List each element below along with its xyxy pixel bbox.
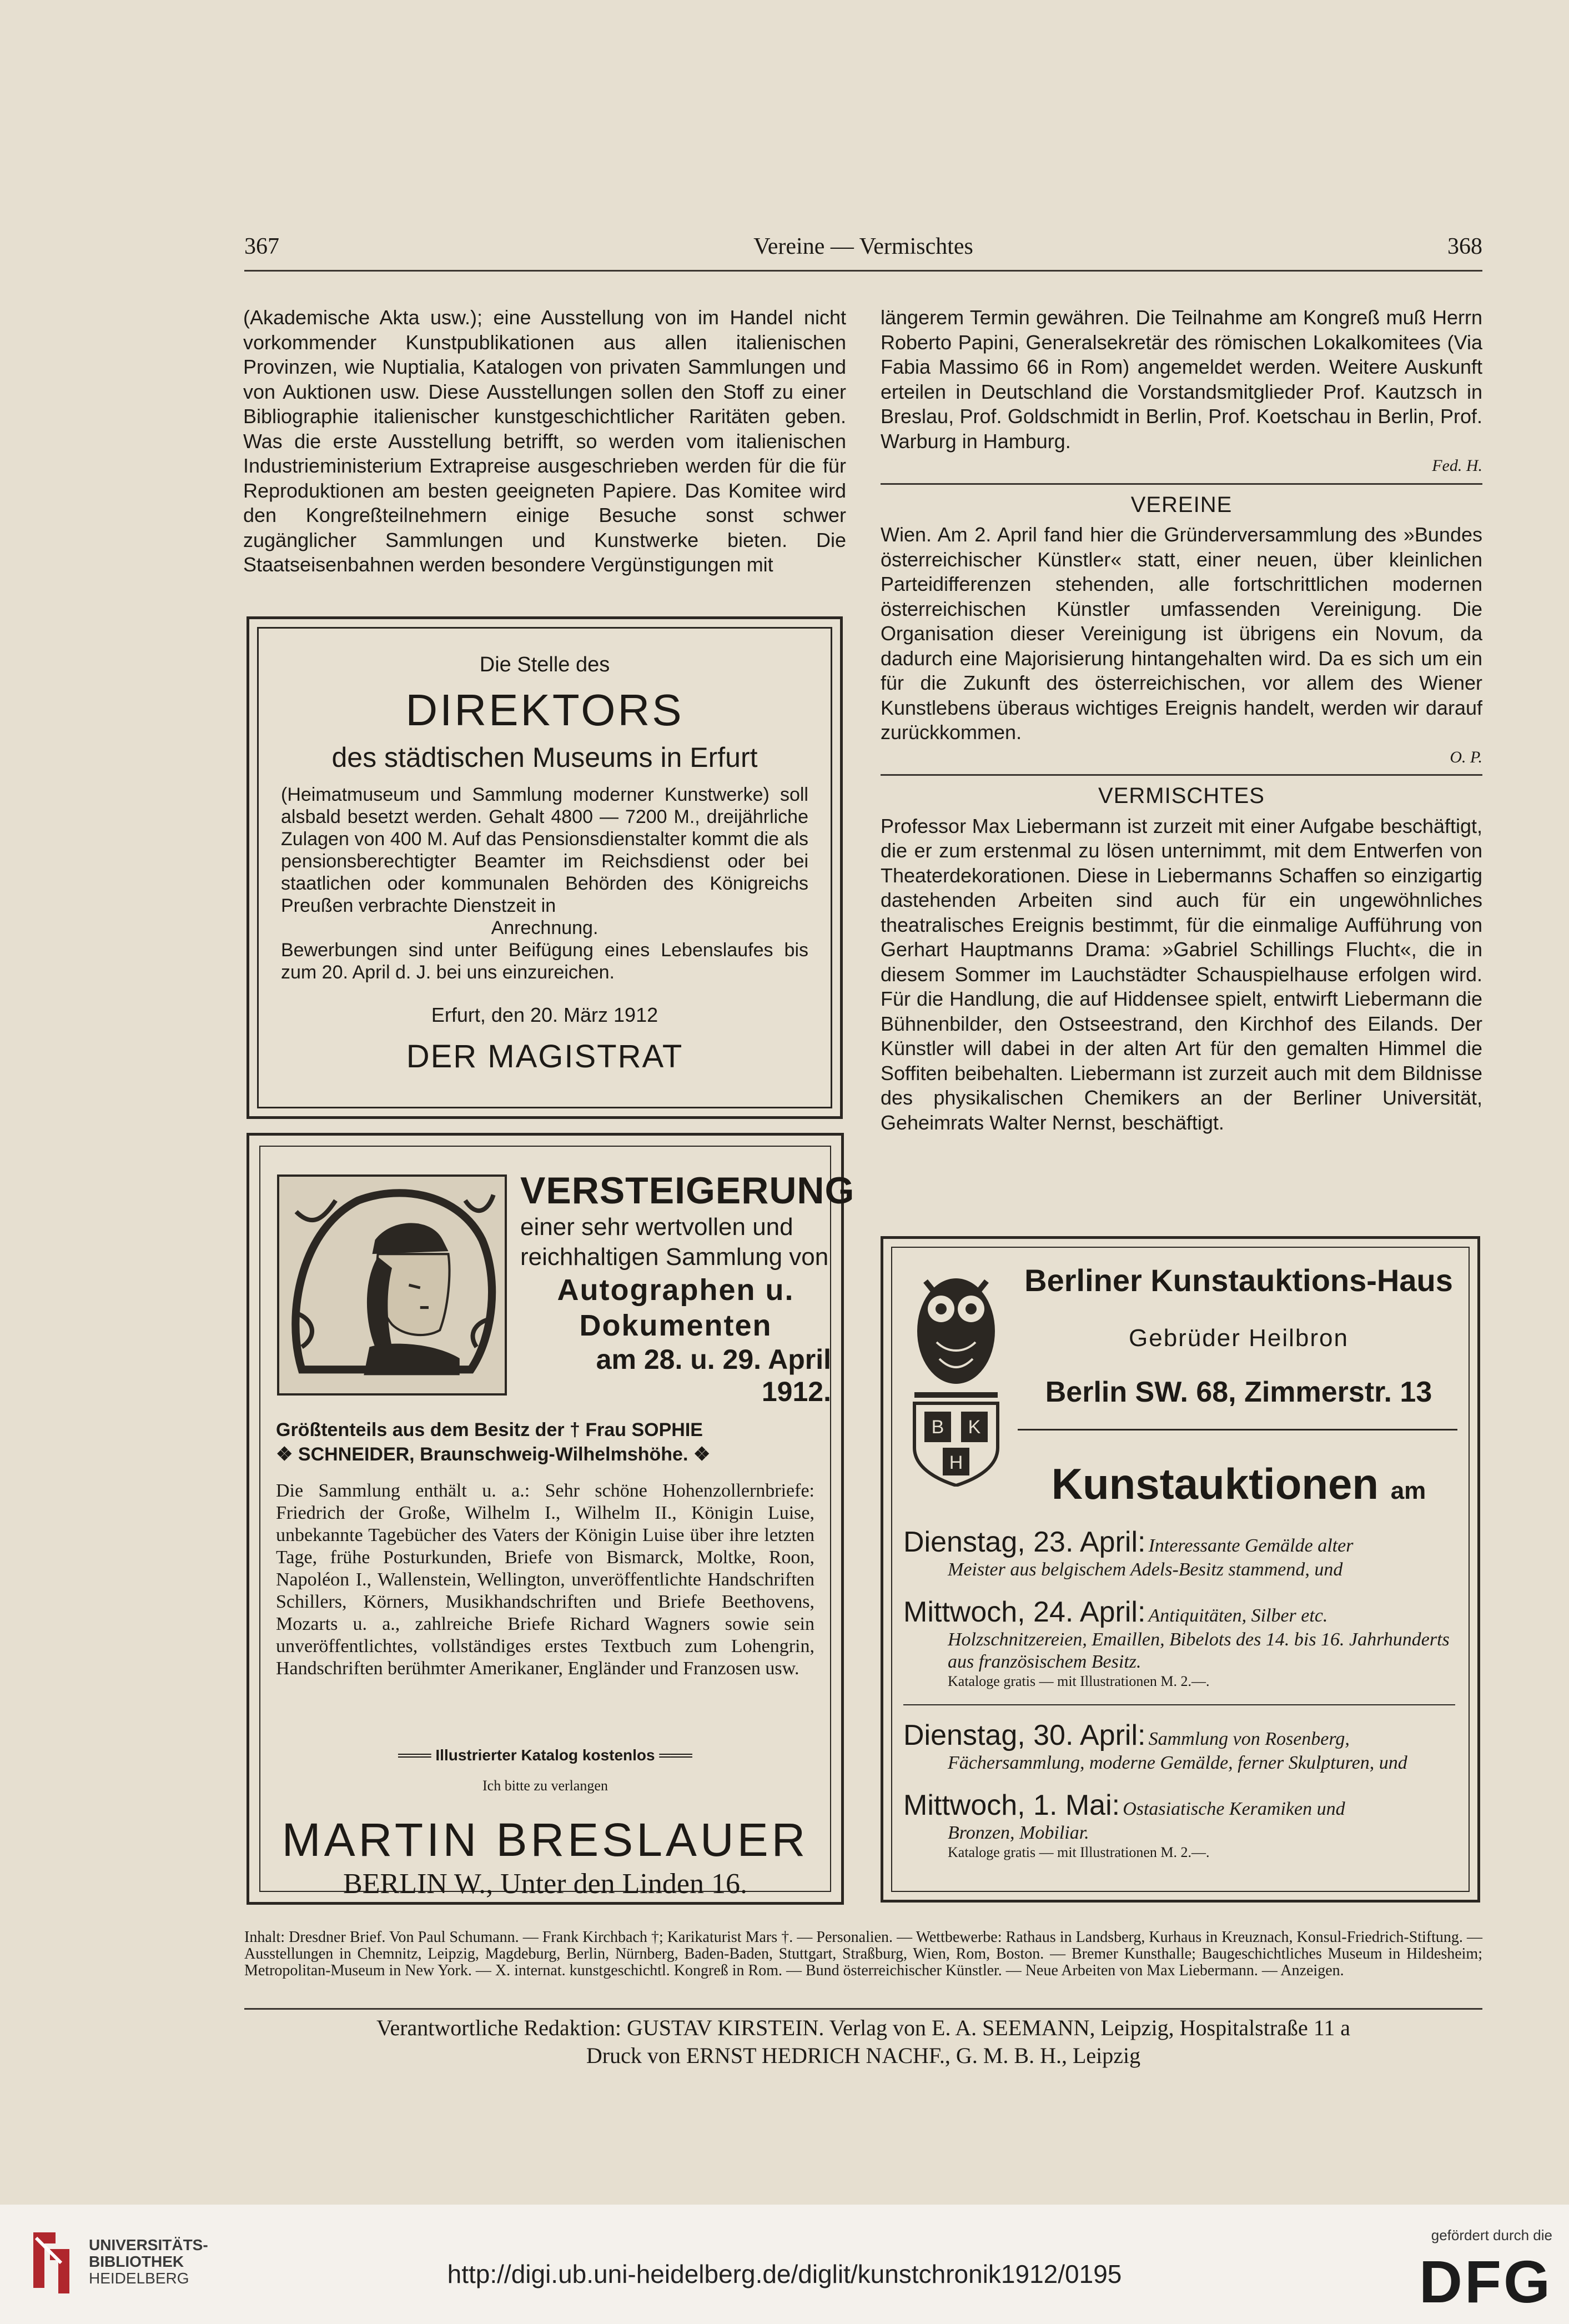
- auction-entry: [903, 1719, 1455, 1774]
- auctions-word: Kunstauktionen: [1051, 1459, 1379, 1508]
- house-name: Berliner Kunstauktions-Haus: [1024, 1263, 1453, 1298]
- auction-day: Dienstag, 23. April:: [903, 1526, 1146, 1558]
- auction-entry: [903, 1525, 1455, 1581]
- ad-title: DIREKTORS: [405, 685, 684, 735]
- portrait-drawing: [279, 1177, 505, 1393]
- left-column-text: (Akademische Akta usw.); eine Ausstellung von im Handel nicht vorkommender Kunstpublikationen aus allen italienischen Provinzen, wie Nuptialia, Katalogen von privaten Sammlungen und von Auktionen usw. Diese Ausstellungen sollen den Stoff zu einer Bibliographie italienischer kunstgeschichtlicher Raritäten geben. Was die erste Ausstellung betrifft, so werden vom italienischen Industrieministerium Extrapreise ausgeschrieben werden für die für Reproduktionen am besten geeigneten Papiere. Das Komitee wird den Kongreßteilnehmern einige Besuche sonst schwer zugänglicher Sammlungen und Kunstwerke bieten. Die Staatseisenbahnen werden besondere Vergünstigungen mit: [243, 306, 846, 576]
- auction-detail: Holzschnitzereien, Emaillen, Bibelots des 14. bis 16. Jahrhunderts aus französischem Besitz.: [948, 1629, 1450, 1672]
- auction-title: VERSTEIGERUNG: [520, 1169, 855, 1212]
- portrait-illustration: [277, 1174, 507, 1396]
- ad-rule: [1018, 1429, 1457, 1430]
- auction-provenance: [276, 1418, 814, 1467]
- auctions-am: am: [1390, 1477, 1426, 1504]
- ad-date: Erfurt, den 20. März 1912: [431, 1003, 658, 1026]
- auction-detail: Fächersammlung, moderne Gemälde, ferner Skulpturen, und: [948, 1753, 1407, 1773]
- vermischtes-heading: VERMISCHTES: [1098, 784, 1265, 808]
- auction-day: Mittwoch, 1. Mai:: [903, 1789, 1120, 1821]
- auction-entry: [903, 1789, 1455, 1861]
- auction-catalog-note: Kataloge gratis — mit Illustrationen M. 2.—.: [948, 1844, 1210, 1860]
- auction-catalog-note: Kataloge gratis — mit Illustrationen M. 2.—.: [948, 1673, 1210, 1689]
- page-number-left: 367: [244, 234, 279, 259]
- dealer-address: BERLIN W., Unter den Linden 16.: [343, 1868, 747, 1900]
- section-rule: [881, 774, 1482, 776]
- auction-list: [903, 1525, 1455, 1875]
- auction-date: am 28. u. 29. April 1912.: [596, 1344, 831, 1407]
- auction-day: Mittwoch, 24. April:: [903, 1596, 1146, 1628]
- vereine-heading: VEREINE: [1130, 492, 1233, 517]
- provenance-line: ❖ SCHNEIDER, Braunschweig-Wilhelmshöhe. ❖: [276, 1444, 711, 1465]
- auction-entry: [903, 1595, 1455, 1690]
- dealer-name: MARTIN BRESLAUER: [281, 1814, 809, 1866]
- impressum-printer: Druck von ERNST HEDRICH NACHF., G. M. B. H., Leipzig: [586, 2043, 1141, 2068]
- right-column: [881, 305, 1482, 1135]
- auction-desc: Sammlung von Rosenberg,: [1148, 1729, 1350, 1749]
- house-owner: Gebrüder Heilbron: [1129, 1324, 1349, 1352]
- ad-signature: DER MAGISTRAT: [406, 1038, 683, 1075]
- auction-line: Autographen u.: [557, 1273, 794, 1307]
- footer-rule: [244, 2008, 1482, 2010]
- heilbron-auction-ad: [881, 1236, 1480, 1903]
- vereine-text: Wien. Am 2. April fand hier die Gründerversammlung des »Bundes österreichischer Künstler« statt, einer neuen, über kleinlichen Parteidifferenzen stehenden, alle fortschrittlichen modernen österreichischen Künstler umfassenden Vereinigung. Die Organisation dieser Vereinigung ist übrigens ein Novum, da dadurch eine Majorisierung hintangehalten wird. Da es sich um ein für die Zukunft des österreichischen, vor allem des Wiener Kunstlebens überaus wichtiges Ereignis handelt, werden wir darauf zurückkommen.: [881, 523, 1482, 744]
- auction-line: Dokumenten: [579, 1309, 772, 1342]
- auction-day: Dienstag, 30. April:: [903, 1719, 1146, 1751]
- provenance-line: Größtenteils aus dem Besitz der † Frau SOPHIE: [276, 1419, 703, 1440]
- page-number-right: 368: [1447, 234, 1482, 259]
- ad-body-2: Bewerbungen sind unter Beifügung eines Lebenslaufes bis zum 20. April d. J. bei uns einzureichen.: [281, 940, 808, 983]
- vereine-signature: O. P.: [1450, 747, 1482, 766]
- vermischtes-text: Professor Max Liebermann ist zurzeit mit einer Aufgabe beschäftigt, die er zum erstenmal zu lösen unternimmt, mit dem Entwerfen von Theaterdekorationen. Diese in Liebermanns Schaffen so einzigartig dastehenden Arbeiten sind auch für ein ungewöhnliches theatralisches Ereignis bestimmt, für die einmalige Aufführung von Gerhart Hauptmanns Drama: »Gabriel Schillings Flucht«, die in diesem Sommer im Lauchstädter Schauspielhause erfolgen wird. Für die Handlung, die auf Hiddensee spielt, entwirft Liebermann die Bühnenbilder, den Ostseestrand, den Kirchhof des Eilands. Der Künstler will dabei in der alten Art für den gemalten Himmel die Soffiten beibehalten. Liebermann ist zurzeit auch mit dem Bildnisse des physikalischen Chemikers an der Berliner Universität, Geheimrats Walter Nernst, beschäftigt.: [881, 814, 1482, 1134]
- ad-rule: [903, 1704, 1455, 1705]
- house-address: Berlin SW. 68, Zimmerstr. 13: [1045, 1376, 1432, 1408]
- dfg-logo[interactable]: DFG: [1419, 2248, 1552, 2315]
- svg-text:H: H: [949, 1452, 963, 1473]
- auction-desc: Ostasiatische Keramiken und: [1123, 1799, 1345, 1819]
- section-rule: [881, 483, 1482, 485]
- erfurt-director-ad: [247, 616, 843, 1119]
- left-column: [243, 305, 846, 578]
- impressum-editor: Verantwortliche Redaktion: GUSTAV KIRSTEIN. Verlag von E. A. SEEMANN, Leipzig, Hospitalstraße 11 a: [376, 2015, 1350, 2040]
- request-note: Ich bitte zu verlangen: [482, 1778, 608, 1794]
- ad-body: (Heimatmuseum und Sammlung moderner Kunstwerke) soll alsbald besetzt werden. Gehalt 4800 — 7200 M., dreijährliche Zulagen von 400 M. Auf das Pensionsdienstalter kommt die als pensionsberechtigter Beamter im Reichsdienst oder bei staatlichen oder kommunalen Behörden des Königreichs Preußen verbrachte Dienstzeit in: [281, 784, 808, 916]
- source-url-link[interactable]: http://digi.ub.uni-heidelberg.de/diglit/kunstchronik1912/0195: [447, 2260, 1122, 2288]
- page-header: [244, 233, 1482, 267]
- svg-text:K: K: [968, 1417, 981, 1438]
- library-name-line: UNIVERSITÄTS-: [89, 2236, 208, 2253]
- auction-line: reichhaltigen Sammlung von: [520, 1243, 829, 1271]
- viewer-footer: [0, 2205, 1569, 2324]
- owl-logo-icon: [903, 1264, 1009, 1487]
- funding-label: gefördert durch die: [1431, 2227, 1552, 2243]
- library-name-line: HEIDELBERG: [89, 2270, 189, 2287]
- congress-text: längerem Termin gewähren. Die Teilnahme am Kongreß muß Herrn Roberto Papini, Generalsekretär des römischen Lokalkomitees (Via Fabia Massimo 66 in Rom) angemeldet werden. Weitere Auskunft erteilen in Deutschland die Vorstandsmitglieder Prof. Kautzsch in Breslau, Prof. Goldschmidt in Berlin, Prof. Koetschau in Berlin, Prof. Warburg in Hamburg.: [881, 306, 1482, 453]
- auction-body: Die Sammlung enthält u. a.: Sehr schöne Hohenzollernbriefe: Friedrich der Große, Wilhelm I., Wilhelm II., Königin Luise, unbekannte Tagebücher des Vaters der Königin Luise über ihre letzten Tage, frühe Posturkunden, Briefe von Bismarck, Moltke, Roon, Napoléon I., Wallenstein, Wellington, unveröffentlichte Handschriften Schillers, Körners, Musikhandschriften und Briefe Beethovens, Mozarts u. a., zahlreiche Briefe Richard Wagners sowie sein unveröffentlichtes, vollständiges erstes Textbuch zum Lohengrin, Handschriften berühmter Amerikaner, Engländer und Franzosen usw.: [276, 1480, 814, 1679]
- running-title: Vereine — Vermischtes: [753, 234, 973, 259]
- ad-subtitle: des städtischen Museums in Erfurt: [331, 742, 758, 773]
- congress-signature: Fed. H.: [1432, 456, 1482, 475]
- table-of-contents: Inhalt: Dresdner Brief. Von Paul Schumann. — Frank Kirchbach †; Karikaturist Mars †. — Personalien. — Wettbewerbe: Rathaus in Landsberg, Kurhaus in Kreuznach, Konsul-Friedrich-Stiftung. — Ausstellungen in Chemnitz, Leipzig, Magdeburg, Berlin, Nürnberg, Baden-Baden, Stuttgart, Straßburg, Wien, Rom, Boston. — Bremer Kunsthalle; Baugeschichtliches Museum in Hildesheim; Metropolitan-Museum in New York. — X. internat. kunstgeschichtl. Kongreß in Rom. — Bund österreichischer Künstler. — Neue Arbeiten von Max Liebermann. — Anzeigen.: [244, 1929, 1482, 1979]
- auction-line: einer sehr wertvollen und: [520, 1213, 793, 1241]
- auctions-heading: [1014, 1459, 1463, 1509]
- auction-detail: Meister aus belgischem Adels-Besitz stammend, und: [948, 1559, 1343, 1580]
- header-rule: [244, 270, 1482, 272]
- ad-line: Die Stelle des: [479, 653, 610, 676]
- breslauer-auction-ad: [247, 1133, 855, 1905]
- auction-title-block: [520, 1169, 855, 1408]
- ad-body-center: Anrechnung.: [491, 917, 599, 938]
- auction-desc: Interessante Gemälde alter: [1148, 1535, 1354, 1556]
- auction-detail: Bronzen, Mobiliar.: [948, 1823, 1089, 1843]
- svg-text:B: B: [931, 1417, 944, 1438]
- library-name-line: BIBLIOTHEK: [89, 2253, 184, 2270]
- catalog-note: ═══ Illustrierter Katalog kostenlos ═══: [398, 1746, 692, 1764]
- auction-desc: Antiquitäten, Silber etc.: [1148, 1605, 1328, 1626]
